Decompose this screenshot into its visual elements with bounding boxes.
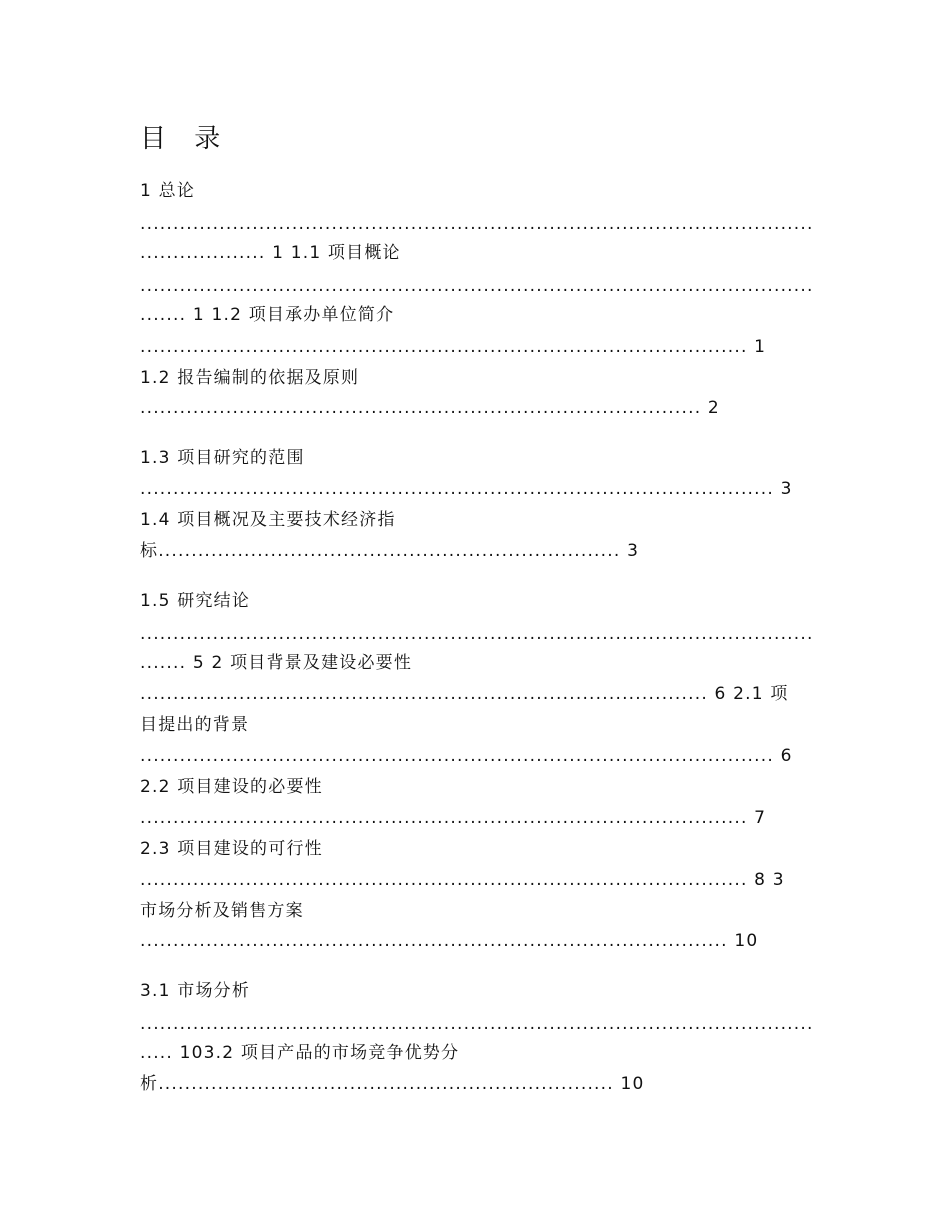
toc-title: 目 录 bbox=[140, 124, 231, 154]
toc-line[interactable]: 目提出的背景 bbox=[140, 715, 250, 735]
toc-line[interactable]: 析..................................................................... 10 bbox=[140, 1074, 645, 1094]
toc-line[interactable]: 1.4 项目概况及主要技术经济指 bbox=[140, 510, 396, 530]
toc-line[interactable]: ................................................................................................ 6 bbox=[140, 746, 793, 766]
toc-line[interactable]: ............................................................................................ 7 bbox=[140, 808, 767, 828]
toc-line[interactable]: ................... 1 1.1 项目概论 bbox=[140, 243, 401, 263]
toc-line[interactable]: 2.3 项目建设的可行性 bbox=[140, 839, 323, 859]
toc-line[interactable]: 1.2 报告编制的依据及原则 bbox=[140, 368, 360, 388]
toc-line[interactable]: ......................................................................................... 10 bbox=[140, 931, 759, 951]
toc-line[interactable]: 标...................................................................... 3 bbox=[140, 541, 640, 561]
toc-line[interactable]: ...................................................................................... 6 2.1 项 bbox=[140, 684, 789, 704]
toc-line[interactable]: ...................................................................................................... bbox=[140, 276, 814, 296]
toc-line[interactable]: ...................................................................................................... bbox=[140, 624, 814, 644]
toc-line[interactable]: ....... 5 2 项目背景及建设必要性 bbox=[140, 653, 413, 673]
toc-line[interactable]: ............................................................................................ 1 bbox=[140, 337, 767, 357]
toc-line[interactable]: ................................................................................................ 3 bbox=[140, 479, 793, 499]
toc-line[interactable]: 1 总论 bbox=[140, 181, 196, 201]
toc-line[interactable]: 3.1 市场分析 bbox=[140, 981, 251, 1001]
toc-line[interactable]: 2.2 项目建设的必要性 bbox=[140, 777, 323, 797]
toc-line[interactable]: ...................................................................................................... bbox=[140, 1014, 814, 1034]
toc-line[interactable]: 市场分析及销售方案 bbox=[140, 901, 304, 921]
toc-line[interactable]: ..................................................................................... 2 bbox=[140, 398, 720, 418]
toc-line[interactable]: ...................................................................................................... bbox=[140, 214, 814, 234]
toc-line[interactable]: 1.5 研究结论 bbox=[140, 591, 251, 611]
toc-line[interactable]: ............................................................................................ 8 3 bbox=[140, 870, 785, 890]
toc-line[interactable]: ..... 103.2 项目产品的市场竞争优势分 bbox=[140, 1043, 460, 1063]
toc-line[interactable]: ....... 1 1.2 项目承办单位简介 bbox=[140, 305, 395, 325]
toc-line[interactable]: 1.3 项目研究的范围 bbox=[140, 448, 305, 468]
